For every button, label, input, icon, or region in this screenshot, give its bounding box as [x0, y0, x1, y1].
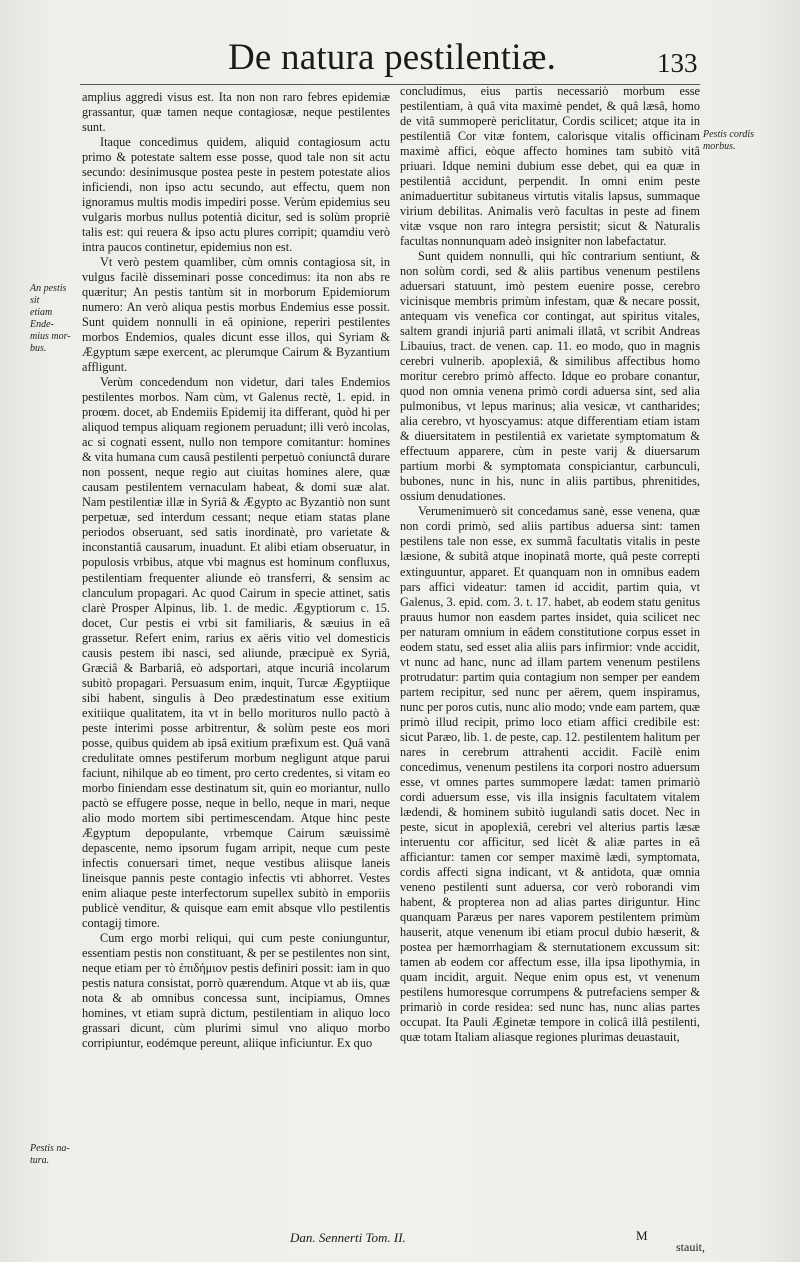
margin-note-cordis: Pestis cordis morbus.: [703, 129, 755, 152]
page-header: [0, 36, 800, 86]
paragraph: concludimus, eius partis necessariò morbum esse pestilentiam, à quâ vita maximè pendet, & quâ læsâ, homo de vitâ summoperè periclitatur, Cordis scilicet; atque ita in pestilentiâ Cor vitæ fontem, calorisque vitalis officinam maximè affici, eòque affecto homines tam subitò vitâ priuari. Idque nemini dubium esse debet, qui ea quæ in pestilentiâ accidunt, perpendit. In omni enim peste animaduertitur subitaneus virtutis vitalis lapsus, summaque virium debilitas. Animalis verò facultas in peste ad finem vitæ vsque non raro integra persistit; sicut & Naturalis facultas nonnunquam adeò insigniter non labefactatur.: [400, 84, 700, 249]
paragraph: Vt verò pestem quamliber, cùm omnis contagiosa sit, in vulgus facilè disseminari posse concedimus: ita non abs re quæritur; An pestis tantùm sit in morborum Epidemiorum numero: An verò aliqua pestis morbus Endemius esse possit. Sunt quidem nonnulli in eâ opinione, reperiri pestilentes morbos Endemios, quales dicunt esse illos, qui Syriam & Ægyptum sæpe exercent, ac plerumque Cairum & Byzantium affligunt.: [82, 255, 390, 375]
catchword: stauit,: [676, 1240, 705, 1254]
left-column: [82, 90, 390, 1210]
paragraph: Cum ergo morbi reliqui, qui cum peste coniunguntur, essentiam pestis non constituant, & per se pestilentes non sint, neque etiam per τὸ ἐπιδήμιον pestis definiri possit: iam in quo pestis natura consistat, porrò quærendum. Atque vt ab iis, quæ nota & ab omnibus concessa sunt, incipiamus, Omnes homines, vt etiam suprà dictum, pestilentiam in aliquo loco grassari dicunt, cùm plurimi simul vno aliquo morbo corripiuntur, eodémque pereunt, aliique inficiuntur. Ex quo: [82, 930, 390, 1050]
margin-note-natura: Pestis na- tura.: [30, 1143, 70, 1166]
right-column: [400, 84, 700, 1224]
margin-note-endemius: An pestis sit etiam Ende- mius mor- bus.: [30, 283, 71, 354]
paragraph: Sunt quidem nonnulli, qui hîc contrarium sentiunt, & non solùm cordi, sed & aliis partibus venenum pestilens aduersari statuunt, imò pestem euenire posse, cerebro vicinisque membris primùm infestam, quæ & necare possit, antequam vis venefica cor contingat, aut spiritus vitales, saltem grandi injuriâ parti animali illatâ, vt scribit Andreas Libauius, tract. de venen. cap. 11. eo modo, quo in magnis cerebri vulnerib. apoplexiâ, & similibus affectibus homo moritur cerebro primò affecto. Idque eo probare conantur, quod non omnia venena primò cordi aduersa sint, sed alia pulmonibus, vt lepus marinus; alia vesicæ, vt cantharides; alia cerebro, vt hyoscyamus: atque differentiam etiam istam & diuersitatem in pestilentiâ ex varietate symptomatum & effectuum apparere, cùm in peste varij & diuersarum partium morbi & symptomata conspiciantur, carbunculi, bubones, nunc in his, nunc in aliis partibus, phrenitides, ossium denudationes.: [400, 249, 700, 504]
paragraph: Verumenimuerò sit concedamus sanè, esse venena, quæ non cordi primò, sed aliis partibus aduersa sint: tamen pestilens tale non esse, ex summâ facultatis vitalis in peste læsione, & subitâ atque inopinatâ morte, quâ peste correpti extinguuntur, apparet. Et quanquam non in omnibus eadem pars affici videatur: tamen id accidit, partim quia, vt Galenus, 3. epid. com. 3. t. 17. habet, ab eodem statu genitus prauus humor non easdem partes insidet, quia scilicet nec per naturam omnium in eâdem constitutione corpus esset in eodem statu, sed esset alia aliis pars infirmior: vnde accidit, vt nunc ad hanc, nunc ad illam partem venenum pestilens protrudatur: partim quia contagium non semper per eandem partem recipitur, sed nunc per aërem, quem inspiramus, nunc per poros cutis, nunc alio modo; vnde eam partem, quæ primò illud recipit, primo loco etiam affici credibile est: sicut Paræo, lib. 1. de peste, cap. 12. pestilentem halitum per nares in cerebrum attrahenti accidit. Facilè enim concedimus, venenum pestilens ita corpori nostro aduersum esse, vt omnes partes summopere lædat: tamen primariò cordi aduersum esse, vis illa insignis facultatem vitalem lædendi, & hominem subitò iugulandi satis docet. Nec in peste, sicut in apoplexiâ, cerebri vel alterius partis læsæ interuentu cor afficitur, sed licèt & aliæ partes in eâ afficiantur: tamen cor semper maximè lædi, symptomata, cordis affecti signa indicant, vt & antidota, quæ omnia veneno pestilenti sunt aduersa, cor verò roborandi vim habent, & propterea non ad alias partes diriguntur. Hinc quanquam Paræus per nares vaporem pestilentem primùm hauserit, atque venenum ibi etiam procul dubio hæserit, & postea per hæmorrhagiam & sternutationem excussum sit: tamen ab eodem cor affectum esse, illa ipsa lipothymia, in quam incidit, arguit. Neque enim opus est, vt venenum pestilens humoresque corrumpens & putrefaciens semper & primariò in corde residea: sed nunc has, nunc alias partes occupat. Ita Pauli Æginetæ tempore in colicâ illâ pestilenti, quæ totam Italiam aliasque regiones plurimas deuastauit,: [400, 504, 700, 1044]
running-title: De natura pestilentiæ.: [228, 37, 557, 78]
page-number: 133: [657, 48, 698, 78]
paragraph: amplius aggredi visus est. Ita non non raro febres epidemiæ grassantur, quæ tamen neque contagiosæ, neque pestilentes sunt.: [82, 90, 390, 135]
signature-letter: M: [636, 1228, 648, 1243]
signature-line: Dan. Sennerti Tom. II.: [290, 1230, 406, 1245]
paragraph: Itaque concedimus quidem, aliquid contagiosum actu primo & potestate saltem esse posse, quod tale non sit actu secundo: desinimusque postea peste in pestem potestate alios inficiendi, non ipso actu secundo, aut effectu, quem non ignoramus multis modis impediri posse. Verùm epidemius seu vulgaris morbus nullus potentià dicitur, sed is solùm propriè talis est: qui reuera & ipso actu plures corripit; quamdiu verò intra paucos continetur, epidemius non est.: [82, 135, 390, 255]
paragraph: Verùm concedendum non videtur, dari tales Endemios pestilentes morbos. Nam cùm, vt Galenus rectè, 1. epid. in proœm. docet, ab Endemiis Epidemij ita differant, quòd hi per aliquod tempus aliquam regionem peruadunt; illi verò incolas, ac si cognati essent, nullo non tempore comitantur: homines & vita humana cum causâ pestilenti perpetuò coniunctâ durare non possent, neque regio aut ciuitas homines alere, quæ causam pestilentem vernaculam habeat, & domi suæ alat. Nam pestilentiæ illæ in Syriâ & Ægypto ac Byzantiò non sunt perpetuæ, sed interdum cessant; neque etiam statas plane periodos obseruant, sed satis inordinatè, pro varietate & inconstantiâ causarum, inuadunt. Et alibi etiam obseruatur, in populosis vrbibus, atque vbi magnus est hominum confluxus, pestilentiam frequenter aliunde eò transferri, & sensim ac clanculum propagari. Ac quod Cairum in specie attinet, satis clarè Prosper Alpinus, lib. 1. de medic. Ægyptiorum c. 15. docet, Cur pestis ei vrbi sit familiaris, & sæuius in eâ grassetur. Refert enim, rarius ex aëris vitio vel domesticis causis pestem ibi nasci, sed aliunde, præcipuè ex Syriâ, Græciâ & Barbariâ, eò adsportari, atque incuriâ incolarum subitò propagari. Persuasum enim, inquit, Turcæ Ægyptiique sibi habent, singulis à Deo prædestinatum esse exitium exitiique qualitatem, ita vt in bello morituros nullo pactò à peste interimi posse arbitrentur, & solùm peste eos mori posse, quibus quidem ab ipsâ exitium præfixum est. Quâ vanâ credulitate omnes pestiferum morbum negligunt atque parui faciunt, nihilque ab eo timent, pro certo credentes, si vitam eo morbo finiendam esse destinatum sit, quin eo moriantur, nullo pactò se effugere posse, neque in bello, neque in mari, neque alio modo mortem sibi pertimescendam. Atque hinc peste Ægyptum depopulante, vrbemque Cairum sæuissimè depascente, nemo ipsorum fugam arripit, neque cum peste infectis conuersari timet, neque vestibus aliisque laneis lineisque pannis peste contagio infectis vti abhorret. Vestes enim aliaque peste interfectorum supellex subitò in emporiis publicè venditur, & quisque eam emit absque vllo pestilentis contagij timore.: [82, 375, 390, 930]
